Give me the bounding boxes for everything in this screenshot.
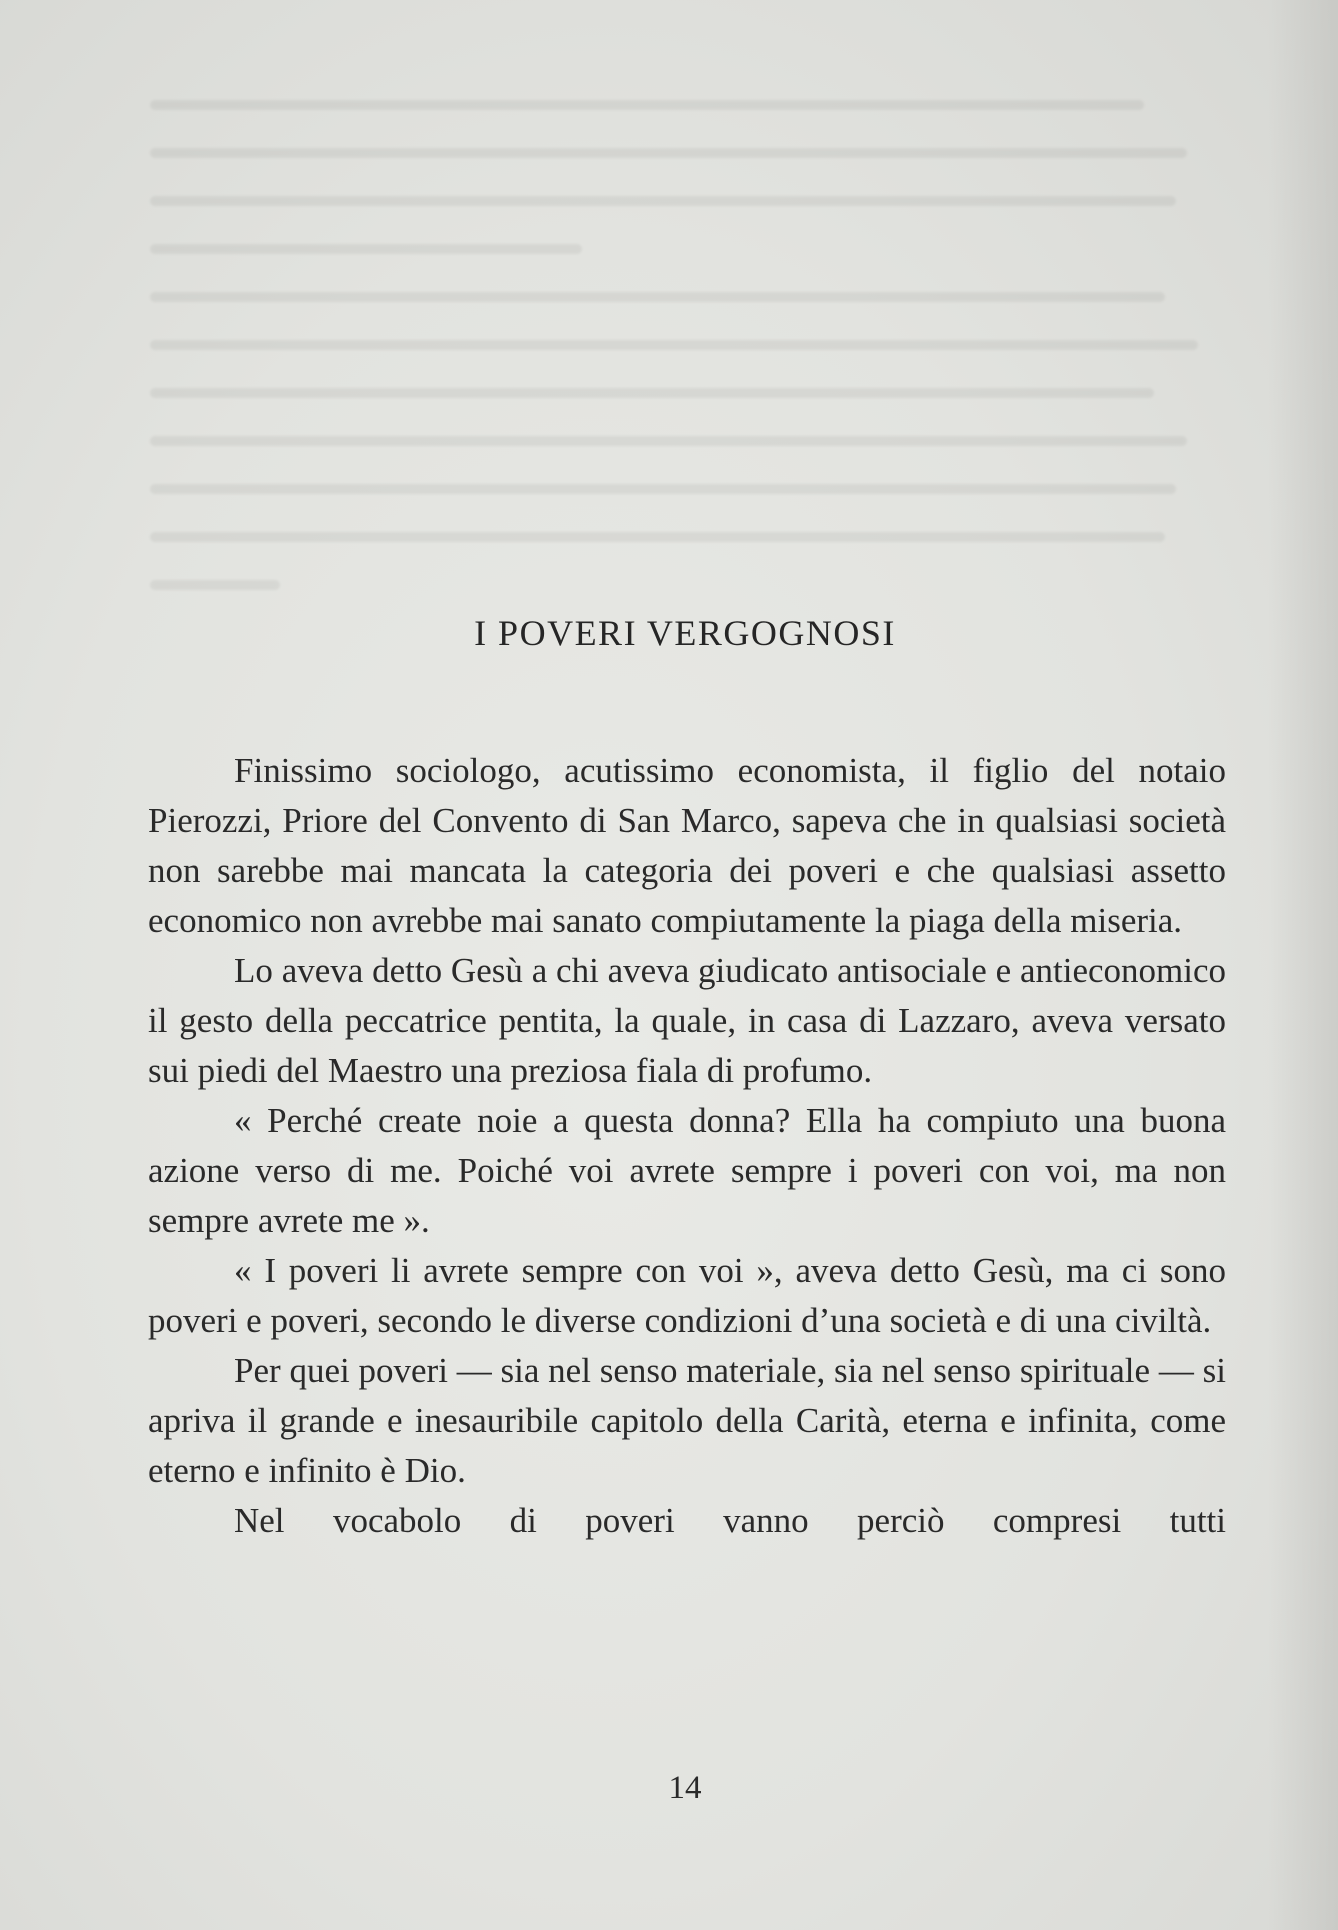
paragraph: Nel vocabolo di poveri vanno perciò compresi tutti [234,1501,1226,1540]
page-gutter-shadow [1268,0,1338,1930]
show-through-text [150,100,1230,640]
page-number: 14 [668,1770,702,1806]
body-text [148,746,1226,1546]
paragraph: Lo aveva detto Gesù a chi aveva giudicato antisociale e antieconomico il gesto della peccatrice pentita, la quale, in casa di Lazzaro, aveva versato sui piedi del Maestro una preziosa fiala di profumo. [148,951,1226,1090]
paragraph: « I poveri li avrete sempre con voi », aveva detto Gesù, ma ci sono poveri e poveri, secondo le diverse condizioni d’una società e di una civiltà. [148,1251,1226,1340]
paragraph: Per quei poveri — sia nel senso materiale, sia nel senso spirituale — si apriva il grande e inesauribile capitolo della Carità, eterna e infinita, come eterno e infinito è Dio. [148,1351,1226,1490]
chapter-title: I POVERI VERGOGNOSI [474,613,896,653]
paragraph: « Perché create noie a questa donna? Ella ha compiuto una buona azione verso di me. Poiché voi avrete sempre i poveri con voi, ma non sempre avrete me ». [148,1101,1226,1240]
paragraph: Finissimo sociologo, acutissimo economista, il figlio del notaio Pierozzi, Priore del Convento di San Marco, sapeva che in qualsiasi società non sarebbe mai mancata la categoria dei poveri e che qualsiasi assetto economico non avrebbe mai sanato compiutamente la piaga della miseria. [148,751,1226,940]
